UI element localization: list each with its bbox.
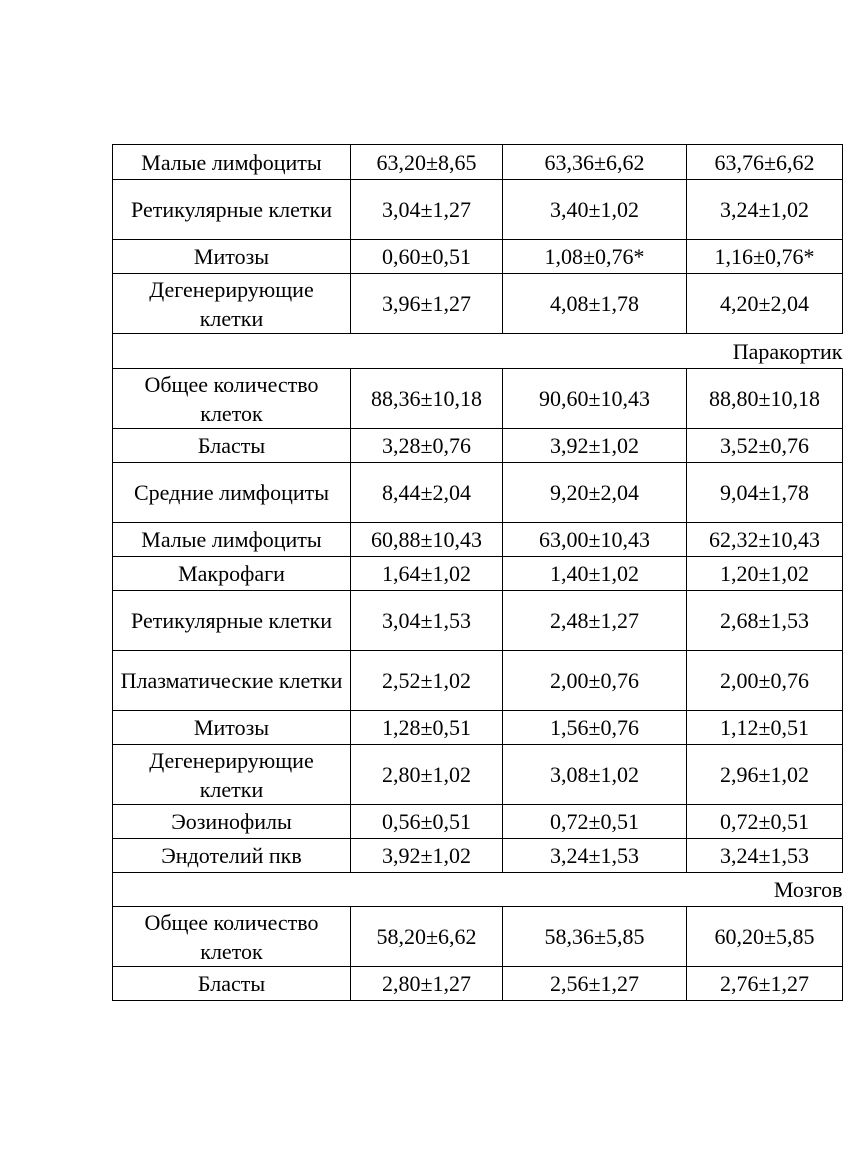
row-label: Ретикулярные клетки — [113, 180, 351, 240]
data-table-container — [112, 144, 843, 1001]
row-label: Дегенерирующие клетки — [113, 274, 351, 334]
value-cell-group-1: 2,52±1,02 — [351, 651, 503, 711]
value-cell-group-1: 0,56±0,51 — [351, 805, 503, 839]
value-cell-group-3: 1,16±0,76* — [687, 240, 843, 274]
value-cell-group-3: 63,76±6,62 — [687, 145, 843, 180]
row-label: Митозы — [113, 711, 351, 745]
value-cell-group-1: 1,28±0,51 — [351, 711, 503, 745]
row-label: Эндотелий пкв — [113, 839, 351, 873]
value-cell-group-3: 3,24±1,02 — [687, 180, 843, 240]
table-row — [113, 274, 843, 334]
row-label: Бласты — [113, 429, 351, 463]
value-cell-group-1: 0,60±0,51 — [351, 240, 503, 274]
value-cell-group-1: 3,04±1,27 — [351, 180, 503, 240]
row-label: Бласты — [113, 967, 351, 1001]
value-cell-group-1: 3,92±1,02 — [351, 839, 503, 873]
value-cell-group-3: 1,20±1,02 — [687, 557, 843, 591]
row-label: Ретикулярные клетки — [113, 591, 351, 651]
value-cell-group-2: 1,56±0,76 — [503, 711, 687, 745]
table-row — [113, 805, 843, 839]
value-cell-group-1: 63,20±8,65 — [351, 145, 503, 180]
table-row — [113, 591, 843, 651]
value-cell-group-2: 3,24±1,53 — [503, 839, 687, 873]
value-cell-group-2: 1,40±1,02 — [503, 557, 687, 591]
table-row — [113, 967, 843, 1001]
table-row — [113, 745, 843, 805]
value-cell-group-1: 58,20±6,62 — [351, 907, 503, 967]
value-cell-group-1: 3,96±1,27 — [351, 274, 503, 334]
row-label: Митозы — [113, 240, 351, 274]
value-cell-group-2: 2,56±1,27 — [503, 967, 687, 1001]
section-header-row — [113, 334, 843, 369]
value-cell-group-1: 88,36±10,18 — [351, 369, 503, 429]
row-label: Дегенерирующие клетки — [113, 745, 351, 805]
value-cell-group-3: 1,12±0,51 — [687, 711, 843, 745]
value-cell-group-3: 2,00±0,76 — [687, 651, 843, 711]
table-row — [113, 557, 843, 591]
table-body — [113, 145, 843, 1001]
section-header-row — [113, 873, 843, 907]
cell-count-table — [112, 144, 843, 1001]
table-row — [113, 651, 843, 711]
value-cell-group-1: 60,88±10,43 — [351, 523, 503, 557]
value-cell-group-3: 60,20±5,85 — [687, 907, 843, 967]
value-cell-group-2: 63,36±6,62 — [503, 145, 687, 180]
value-cell-group-3: 62,32±10,43 — [687, 523, 843, 557]
row-label: Общее количество клеток — [113, 369, 351, 429]
value-cell-group-1: 2,80±1,02 — [351, 745, 503, 805]
value-cell-group-2: 3,40±1,02 — [503, 180, 687, 240]
table-row — [113, 711, 843, 745]
value-cell-group-3: 2,96±1,02 — [687, 745, 843, 805]
value-cell-group-1: 3,28±0,76 — [351, 429, 503, 463]
section-title: Мозгов — [113, 873, 843, 907]
value-cell-group-2: 3,08±1,02 — [503, 745, 687, 805]
section-title: Паракортик — [113, 334, 843, 369]
value-cell-group-3: 2,76±1,27 — [687, 967, 843, 1001]
value-cell-group-3: 88,80±10,18 — [687, 369, 843, 429]
row-label: Макрофаги — [113, 557, 351, 591]
value-cell-group-3: 4,20±2,04 — [687, 274, 843, 334]
row-label: Средние лимфоциты — [113, 463, 351, 523]
row-label: Малые лимфоциты — [113, 523, 351, 557]
value-cell-group-2: 1,08±0,76* — [503, 240, 687, 274]
table-row — [113, 180, 843, 240]
value-cell-group-1: 3,04±1,53 — [351, 591, 503, 651]
value-cell-group-1: 2,80±1,27 — [351, 967, 503, 1001]
table-row — [113, 369, 843, 429]
table-row — [113, 907, 843, 967]
table-row — [113, 145, 843, 180]
row-label: Общее количество клеток — [113, 907, 351, 967]
table-row — [113, 463, 843, 523]
value-cell-group-2: 2,00±0,76 — [503, 651, 687, 711]
value-cell-group-3: 2,68±1,53 — [687, 591, 843, 651]
row-label: Плазматические клетки — [113, 651, 351, 711]
row-label: Эозинофилы — [113, 805, 351, 839]
value-cell-group-2: 58,36±5,85 — [503, 907, 687, 967]
table-row — [113, 429, 843, 463]
value-cell-group-2: 4,08±1,78 — [503, 274, 687, 334]
value-cell-group-2: 2,48±1,27 — [503, 591, 687, 651]
row-label: Малые лимфоциты — [113, 145, 351, 180]
value-cell-group-3: 0,72±0,51 — [687, 805, 843, 839]
value-cell-group-1: 1,64±1,02 — [351, 557, 503, 591]
table-row — [113, 240, 843, 274]
value-cell-group-2: 90,60±10,43 — [503, 369, 687, 429]
value-cell-group-3: 9,04±1,78 — [687, 463, 843, 523]
table-row — [113, 523, 843, 557]
value-cell-group-1: 8,44±2,04 — [351, 463, 503, 523]
value-cell-group-2: 3,92±1,02 — [503, 429, 687, 463]
table-row — [113, 839, 843, 873]
value-cell-group-3: 3,24±1,53 — [687, 839, 843, 873]
value-cell-group-2: 63,00±10,43 — [503, 523, 687, 557]
value-cell-group-2: 0,72±0,51 — [503, 805, 687, 839]
value-cell-group-2: 9,20±2,04 — [503, 463, 687, 523]
value-cell-group-3: 3,52±0,76 — [687, 429, 843, 463]
